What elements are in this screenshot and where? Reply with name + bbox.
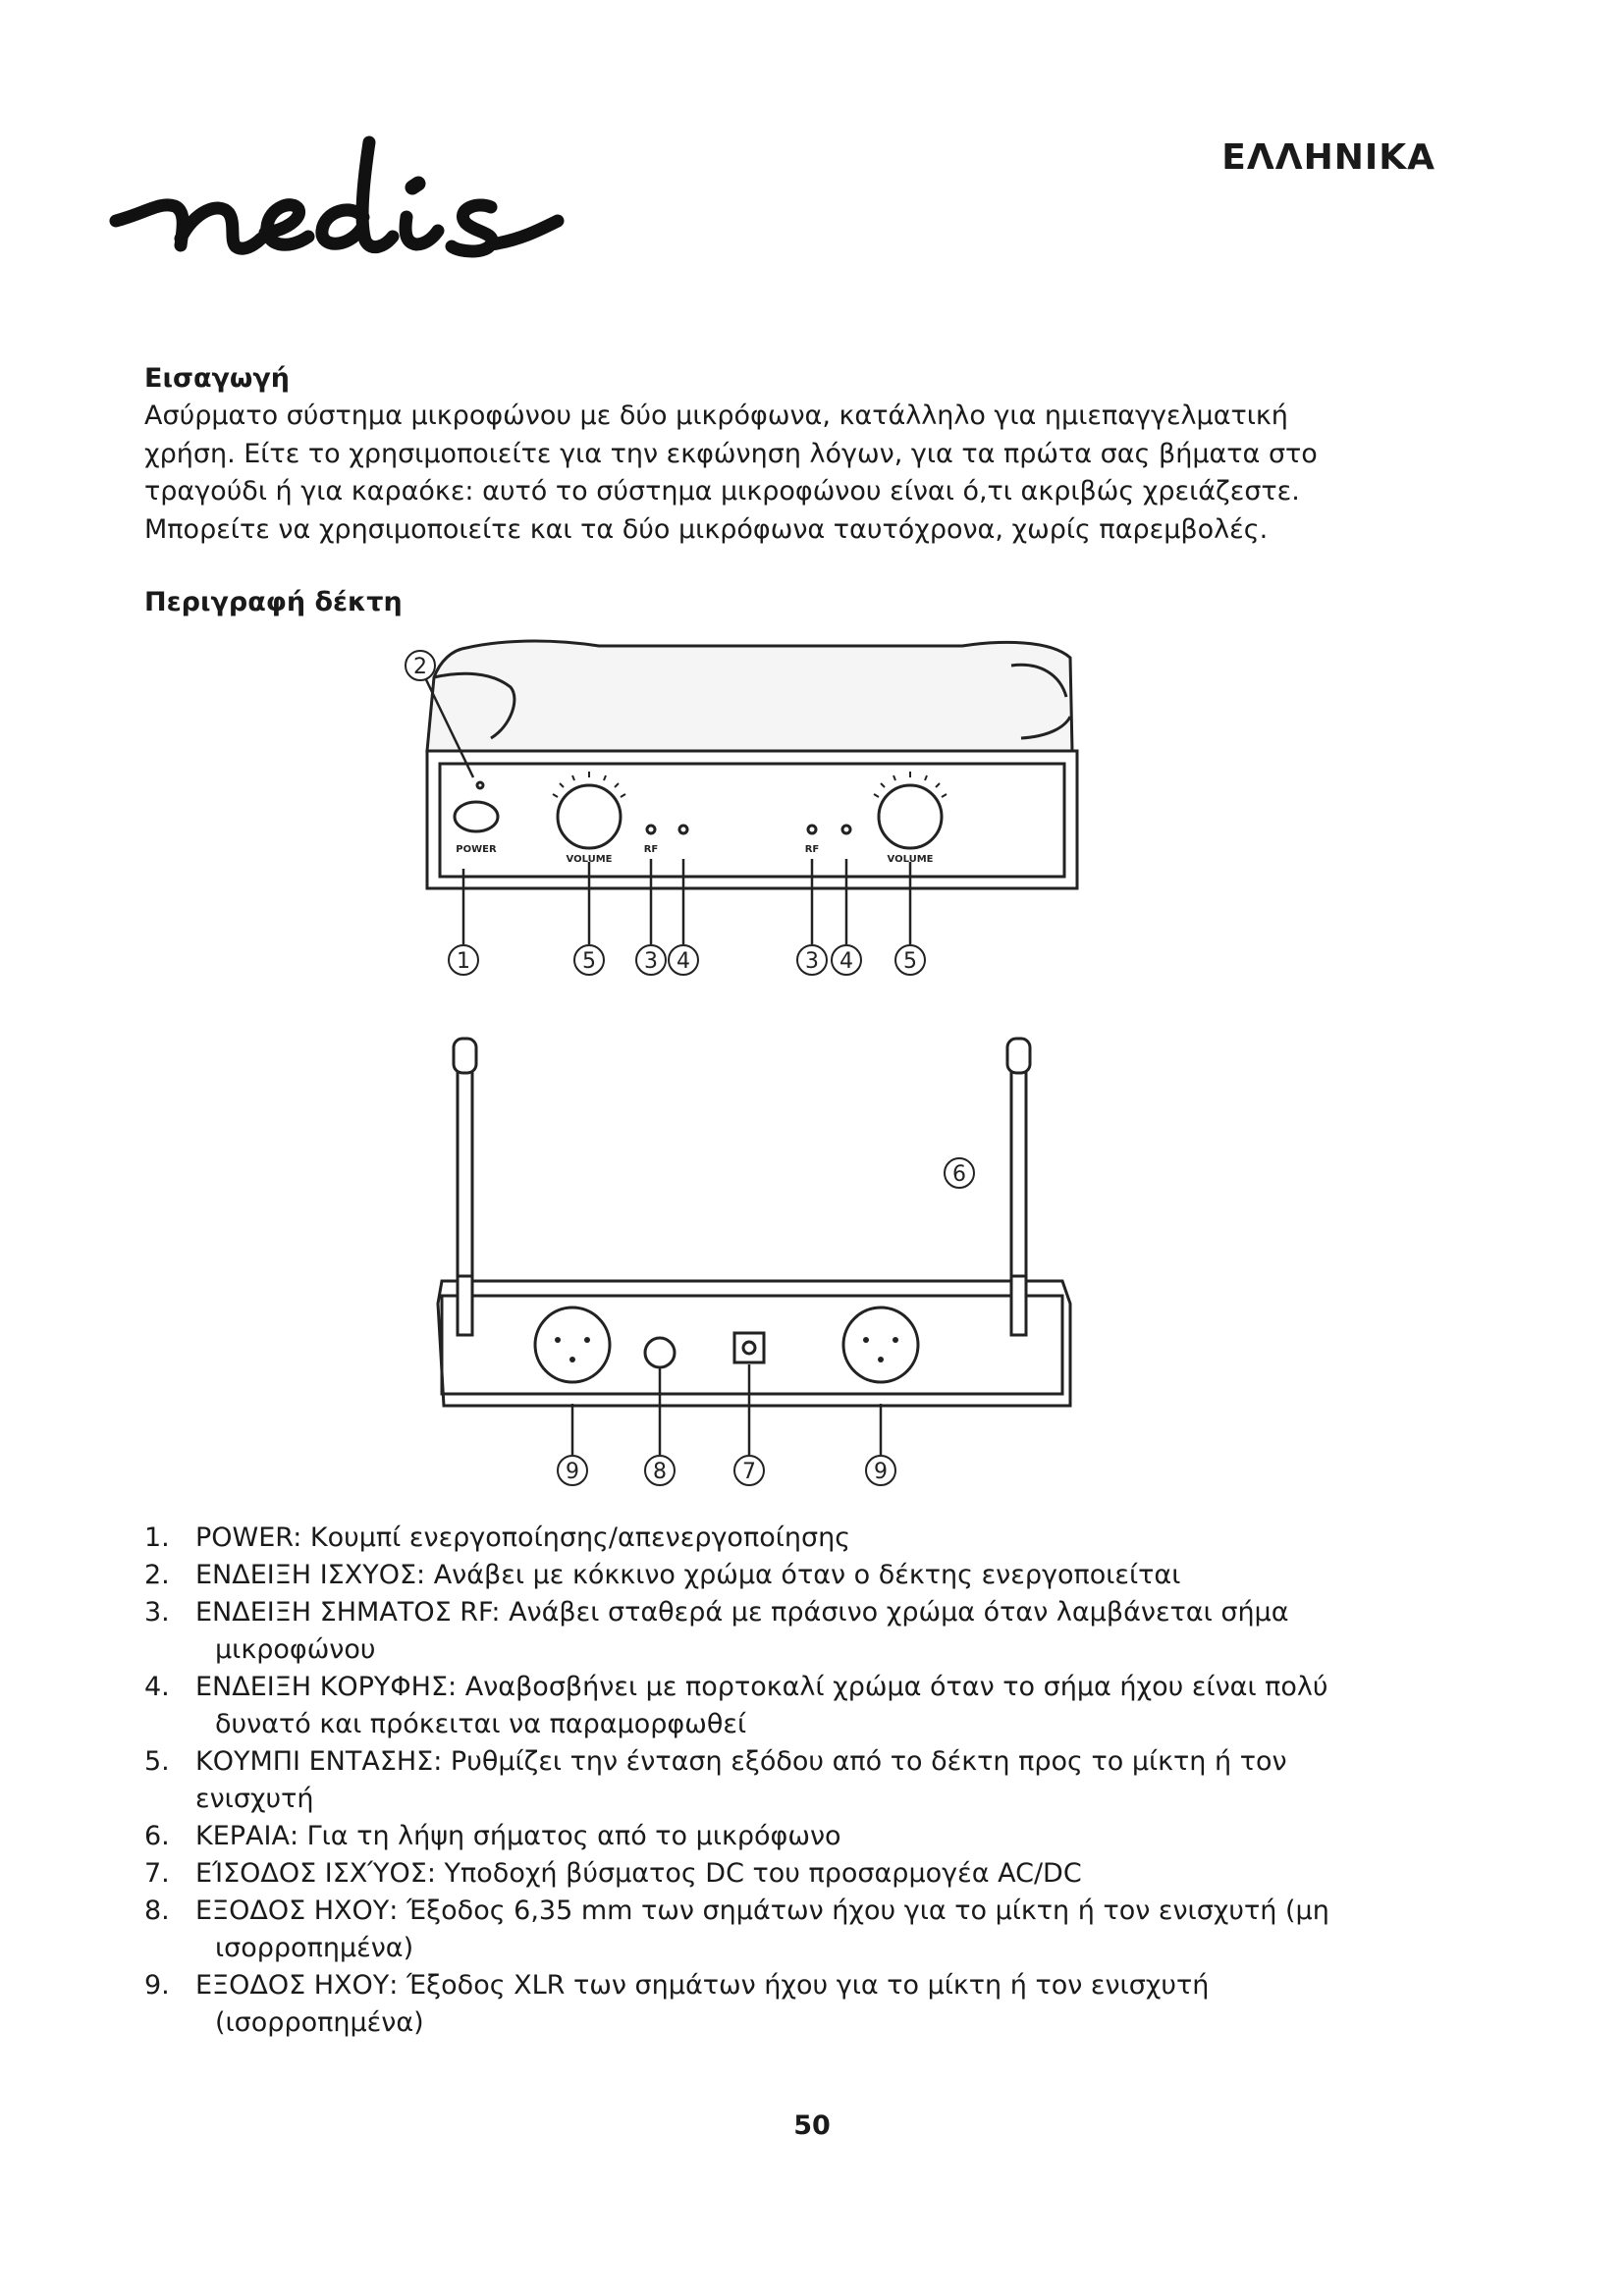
svg-text:9: 9 — [566, 1460, 579, 1484]
intro-line: τραγούδι ή για καραόκε: αυτό το σύστημα μικροφώνου είναι ό,τι ακριβώς χρειάζεστε. — [144, 476, 1300, 507]
language-label: ΕΛΛΗΝΙΚΑ — [1221, 137, 1435, 178]
xlr-output-left — [535, 1308, 610, 1382]
intro-line: χρήση. Είτε το χρησιμοποιείτε για την εκφώνηση λόγων, για τα πρώτα σας βήματα στο — [144, 438, 1318, 469]
callout-4-right — [832, 945, 861, 975]
receiver-front-view — [420, 641, 1077, 944]
component-list — [144, 1520, 1381, 2042]
jack-output — [645, 1338, 675, 1367]
front-label-power: POWER — [456, 844, 497, 855]
list-item: 9. ΕΞΟΔΟΣ ΗΧΟΥ: Έξοδος XLR των σημάτων ήχου για το μίκτη ή τον ενισχυτή (ισορροπημένα) — [144, 1970, 1210, 2038]
xlr-output-right — [843, 1308, 918, 1382]
callout-4-left — [669, 945, 698, 975]
callout-3-right — [797, 945, 827, 975]
callout-7 — [734, 1456, 764, 1485]
intro-paragraph — [144, 398, 1323, 549]
callout-2 — [406, 651, 435, 680]
list-item: 7. ΕΊΣΟΔΟΣ ΙΣΧΎΟΣ: Υποδοχή βύσματος DC του προσαρμογέα AC/DC — [144, 1858, 1082, 1889]
svg-text:8: 8 — [653, 1460, 667, 1484]
svg-text:3: 3 — [805, 949, 819, 974]
list-item: 5. ΚΟΥΜΠΙ ΕΝΤΑΣΗΣ: Ρυθμίζει την ένταση εξόδου από το δέκτη προς το μίκτη ή τον ενισχυτή — [144, 1746, 1287, 1814]
callout-9-right — [866, 1456, 895, 1485]
receiver-diagram-svg — [373, 628, 1159, 1522]
front-label-rf-left: RF — [643, 844, 659, 855]
front-label-rf-right: RF — [804, 844, 820, 855]
callout-1 — [449, 945, 478, 975]
receiver-diagram — [373, 628, 1159, 1522]
svg-text:5: 5 — [582, 949, 596, 974]
list-item: 2. ΕΝΔΕΙΞΗ ΙΣΧΥΟΣ: Ανάβει με κόκκινο χρώμα όταν ο δέκτης ενεργοποιείται — [144, 1560, 1181, 1590]
svg-text:4: 4 — [839, 949, 853, 974]
receiver-back-view — [438, 1039, 1070, 1455]
svg-text:1: 1 — [457, 949, 470, 974]
list-item: 6. ΚΕΡΑΙΑ: Για τη λήψη σήματος από το μικρόφωνο — [144, 1821, 841, 1851]
dc-input — [734, 1333, 764, 1362]
list-item: 3. ΕΝΔΕΙΞΗ ΣΗΜΑΤΟΣ RF: Ανάβει σταθερά με πράσινο χρώμα όταν λαμβάνεται σήμα μικροφώνου — [144, 1597, 1289, 1665]
svg-text:6: 6 — [952, 1162, 966, 1187]
front-label-volume-left: VOLUME — [566, 854, 613, 865]
list-item: 8. ΕΞΟΔΟΣ ΗΧΟΥ: Έξοδος 6,35 mm των σημάτων ήχου για το μίκτη ή τον ενισχυτή (μη ισορροπημένα) — [144, 1896, 1329, 1963]
svg-text:9: 9 — [874, 1460, 888, 1484]
list-item: 1. POWER: Κουμπί ενεργοποίησης/απενεργοποίησης — [144, 1522, 851, 1553]
nedis-logo — [106, 123, 597, 270]
callout-3-left — [636, 945, 666, 975]
list-item: 4. ΕΝΔΕΙΞΗ ΚΟΡΥΦΗΣ: Αναβοσβήνει με πορτοκαλί χρώμα όταν το σήμα ήχου είναι πολύ δυνατό και πρόκειται να παραμορφωθεί — [144, 1672, 1328, 1739]
callout-8 — [645, 1456, 675, 1485]
intro-line: Μπορείτε να χρησιμοποιείτε και τα δύο μικρόφωνα ταυτόχρονα, χωρίς παρεμβολές. — [144, 513, 1269, 545]
callout-6 — [945, 1158, 974, 1188]
svg-text:7: 7 — [742, 1460, 756, 1484]
intro-line: Ασύρματο σύστημα μικροφώνου με δύο μικρόφωνα, κατάλληλο για ημιεπαγγελματική — [144, 400, 1288, 431]
page-number: 50 — [793, 2110, 831, 2141]
svg-text:3: 3 — [644, 949, 658, 974]
callout-5-left — [574, 945, 604, 975]
svg-text:2: 2 — [413, 655, 427, 679]
callout-9-left — [558, 1456, 587, 1485]
receiver-heading: Περιγραφή δέκτη — [144, 587, 403, 617]
svg-text:5: 5 — [903, 949, 917, 974]
callout-5-right — [895, 945, 925, 975]
svg-text:4: 4 — [677, 949, 690, 974]
intro-heading: Εισαγωγή — [144, 363, 291, 394]
front-label-volume-right: VOLUME — [887, 854, 934, 865]
